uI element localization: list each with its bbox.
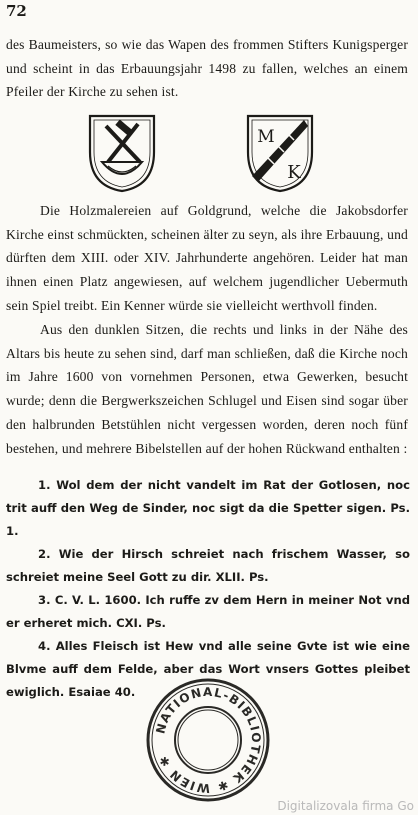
verse-number: 4. bbox=[38, 639, 51, 653]
verse-text: Wie der Hirsch schreiet nach frischem Wasser, so schreiet meine Seel Gott zu dir. XLII. Ps. bbox=[6, 547, 410, 584]
bible-verses-list bbox=[6, 474, 410, 704]
coat-of-arms-row bbox=[0, 112, 418, 198]
paintings-text: Die Holzmalereien auf Goldgrund, welche die Jakobsdorfer Kirche einst schmückten, scheinen älter zu seyn, als ihre Erbauung, und dürften dem XIII. oder XIV. Jahrhunderte angehören. Leider hat man ihnen einen Platz angewiesen, auf welchem jugendlicher Uebermuth sein Spiel treibt. Ein Kenner würde sie vielleicht werthvoll finden. bbox=[6, 203, 408, 313]
monogram-shield-icon bbox=[244, 112, 316, 194]
svg-text:NATIONAL-BIBLIOTHEK ✱ WIEN ✱ bbox=[153, 685, 263, 795]
verse-number: 3. bbox=[38, 593, 51, 607]
verse-number: 2. bbox=[38, 547, 51, 561]
shield-letter-k: K bbox=[287, 162, 301, 183]
page-number: 72 bbox=[6, 2, 27, 20]
digitization-watermark: Digitalizovala firma Go bbox=[277, 799, 414, 813]
verse-item bbox=[6, 543, 410, 589]
paragraph-seats bbox=[6, 318, 408, 460]
verse-number: 1. bbox=[38, 478, 51, 492]
verse-item bbox=[6, 474, 410, 543]
intro-paragraph bbox=[6, 33, 408, 104]
verse-text: Alles Fleisch ist Hew vnd alle seine Gvte ist wie eine Blvme auff dem Felde, aber das Wort vnsers Gottes pleibet ewiglich. Esaiae 40. bbox=[6, 639, 410, 699]
stamp-ring-text: NATIONAL-BIBLIOTHEK ✱ WIEN ✱ bbox=[153, 684, 264, 796]
seats-text: Aus den dunklen Sitzen, die rechts und links in der Nähe des Altars bis heute zu sehen sind, darf man schließen, daß die Kirche noch im Jahre 1600 von vornehmen Personen, etwa Gewerken, besucht wurde; denn die Bergwerkszeichen Schlugel und Eisen sind sogar über den halbrunden Betstühlen nicht vergessen worden, deren noch fünf bestehen, und mehrere Bibelstellen auf der hohen Rückwand enthalten : bbox=[6, 322, 408, 456]
intro-text: des Baumeisters, so wie das Wapen des frommen Stifters Kunigsperger und scheint in das Erbauungsjahr 1498 zu fallen, welches an einem Pfeiler der Kirche zu sehen ist. bbox=[6, 37, 408, 100]
paragraph-paintings bbox=[6, 199, 408, 318]
shield-letter-m: M bbox=[257, 127, 275, 147]
verse-text: Wol dem der nicht vandelt im Rat der Gotlosen, noc trit auff den Weg de Sinder, noc sigt da die Spetter sigen. Ps. 1. bbox=[6, 478, 410, 538]
mining-shield-icon bbox=[86, 112, 158, 194]
verse-text: C. V. L. 1600. Ich ruffe zv dem Hern in meiner Not vnd er erheret mich. CXI. Ps. bbox=[6, 593, 410, 630]
library-stamp-icon bbox=[145, 677, 271, 803]
verse-item bbox=[6, 589, 410, 635]
